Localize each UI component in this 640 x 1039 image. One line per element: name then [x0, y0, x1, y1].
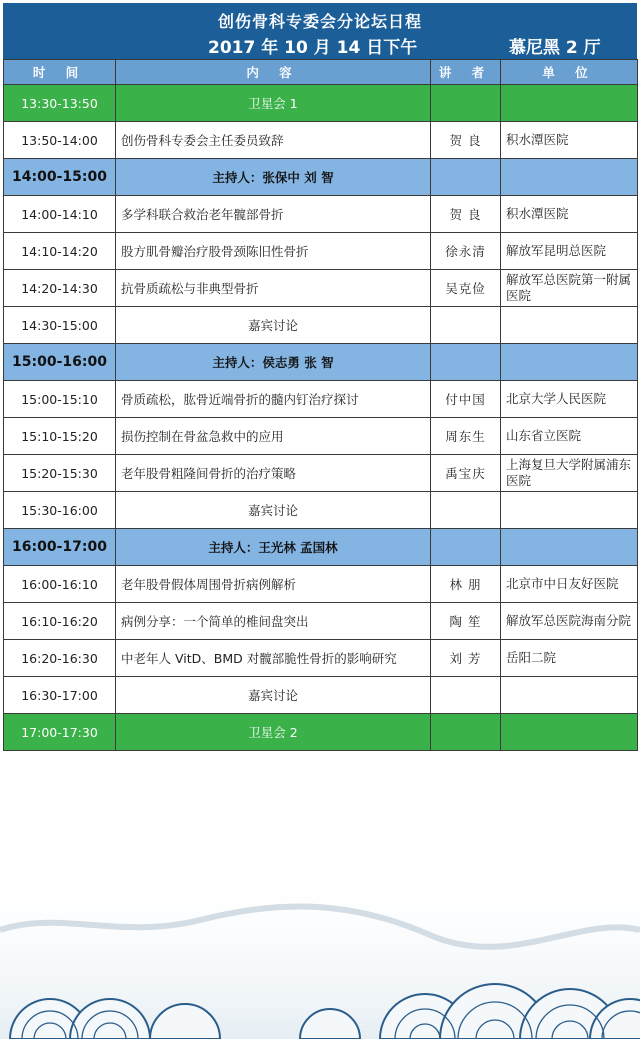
time-cell: 16:10-16:20	[4, 603, 116, 640]
time-cell: 15:30-16:00	[4, 492, 116, 529]
table-row	[4, 307, 638, 344]
topic-cell: 卫星会 2	[116, 714, 431, 751]
session-date: 2017 年 10 月 14 日下午	[208, 38, 418, 58]
unit-cell	[501, 492, 638, 529]
time-cell: 17:00-17:30	[4, 714, 116, 751]
table-row	[4, 270, 638, 307]
topic-cell: 老年股骨粗隆间骨折的治疗策略	[116, 455, 431, 492]
speaker-cell: 禹宝庆	[431, 455, 501, 492]
time-cell: 16:20-16:30	[4, 640, 116, 677]
topic-cell: 骨质疏松，肱骨近端骨折的髓内钉治疗探讨	[116, 381, 431, 418]
speaker-cell: 贺 良	[431, 122, 501, 159]
unit-cell: 解放军总医院第一附属医院	[501, 270, 638, 307]
table-body	[4, 85, 638, 751]
time-cell: 15:00-15:10	[4, 381, 116, 418]
table-header-row	[4, 60, 638, 85]
speaker-cell: 林 朋	[431, 566, 501, 603]
unit-cell	[501, 714, 638, 751]
table-row	[4, 640, 638, 677]
topic-cell: 损伤控制在骨盆急救中的应用	[116, 418, 431, 455]
table-row	[4, 196, 638, 233]
unit-cell: 积水潭医院	[501, 196, 638, 233]
title-bar	[3, 3, 637, 59]
speaker-cell	[431, 159, 501, 196]
topic-cell: 主持人：张保中 刘 智	[116, 159, 431, 196]
time-cell: 15:00-16:00	[4, 344, 116, 381]
time-cell: 14:00-15:00	[4, 159, 116, 196]
time-cell: 13:30-13:50	[4, 85, 116, 122]
table-row	[4, 381, 638, 418]
time-cell: 15:10-15:20	[4, 418, 116, 455]
page-title: 创伤骨科专委会分论坛日程	[217, 12, 422, 31]
unit-cell	[501, 307, 638, 344]
unit-cell	[501, 677, 638, 714]
time-cell: 16:30-17:00	[4, 677, 116, 714]
table-row	[4, 603, 638, 640]
topic-cell: 嘉宾讨论	[116, 307, 431, 344]
speaker-cell: 刘 芳	[431, 640, 501, 677]
time-cell: 15:20-15:30	[4, 455, 116, 492]
table-row	[4, 677, 638, 714]
time-cell: 14:30-15:00	[4, 307, 116, 344]
unit-cell	[501, 529, 638, 566]
unit-cell: 北京市中日友好医院	[501, 566, 638, 603]
topic-cell: 病例分享：一个简单的椎间盘突出	[116, 603, 431, 640]
unit-cell: 岳阳二院	[501, 640, 638, 677]
topic-cell: 老年股骨假体周围骨折病例解析	[116, 566, 431, 603]
table-row	[4, 233, 638, 270]
unit-cell	[501, 85, 638, 122]
unit-cell: 上海复旦大学附属浦东医院	[501, 455, 638, 492]
column-header-time: 时 间	[4, 60, 116, 85]
wave-decoration-image	[0, 820, 640, 1039]
time-cell: 14:20-14:30	[4, 270, 116, 307]
table-row	[4, 85, 638, 122]
session-header-row	[4, 159, 638, 196]
unit-cell: 北京大学人民医院	[501, 381, 638, 418]
table-row	[4, 418, 638, 455]
table-row	[4, 122, 638, 159]
speaker-cell: 付中国	[431, 381, 501, 418]
unit-cell: 山东省立医院	[501, 418, 638, 455]
topic-cell: 抗骨质疏松与非典型骨折	[116, 270, 431, 307]
speaker-cell	[431, 85, 501, 122]
topic-cell: 主持人：侯志勇 张 智	[116, 344, 431, 381]
topic-cell: 嘉宾讨论	[116, 492, 431, 529]
topic-cell: 主持人：王光林 孟国林	[116, 529, 431, 566]
topic-cell: 多学科联合救治老年髋部骨折	[116, 196, 431, 233]
unit-cell: 积水潭医院	[501, 122, 638, 159]
column-header-unit: 单 位	[501, 60, 638, 85]
session-venue: 慕尼黑 2 厅	[509, 38, 601, 58]
speaker-cell: 吴克俭	[431, 270, 501, 307]
table-row	[4, 492, 638, 529]
topic-cell: 卫星会 1	[116, 85, 431, 122]
speaker-cell: 贺 良	[431, 196, 501, 233]
time-cell: 16:00-17:00	[4, 529, 116, 566]
unit-cell	[501, 344, 638, 381]
topic-cell: 股方肌骨瓣治疗股骨颈陈旧性骨折	[116, 233, 431, 270]
unit-cell: 解放军昆明总医院	[501, 233, 638, 270]
speaker-cell	[431, 677, 501, 714]
speaker-cell	[431, 492, 501, 529]
session-header-row	[4, 344, 638, 381]
column-header-content: 内 容	[116, 60, 431, 85]
unit-cell	[501, 159, 638, 196]
time-cell: 13:50-14:00	[4, 122, 116, 159]
topic-cell: 中老年人 VitD、BMD 对髋部脆性骨折的影响研究	[116, 640, 431, 677]
topic-cell: 嘉宾讨论	[116, 677, 431, 714]
speaker-cell	[431, 529, 501, 566]
table-row	[4, 566, 638, 603]
speaker-cell: 徐永清	[431, 233, 501, 270]
time-cell: 14:10-14:20	[4, 233, 116, 270]
table-row	[4, 714, 638, 751]
time-cell: 14:00-14:10	[4, 196, 116, 233]
speaker-cell	[431, 344, 501, 381]
speaker-cell: 陶 笙	[431, 603, 501, 640]
speaker-cell	[431, 714, 501, 751]
unit-cell: 解放军总医院海南分院	[501, 603, 638, 640]
time-cell: 16:00-16:10	[4, 566, 116, 603]
speaker-cell	[431, 307, 501, 344]
table-row	[4, 455, 638, 492]
column-header-speaker: 讲 者	[431, 60, 501, 85]
topic-cell: 创伤骨科专委会主任委员致辞	[116, 122, 431, 159]
schedule-table	[3, 59, 638, 751]
session-header-row	[4, 529, 638, 566]
speaker-cell: 周东生	[431, 418, 501, 455]
